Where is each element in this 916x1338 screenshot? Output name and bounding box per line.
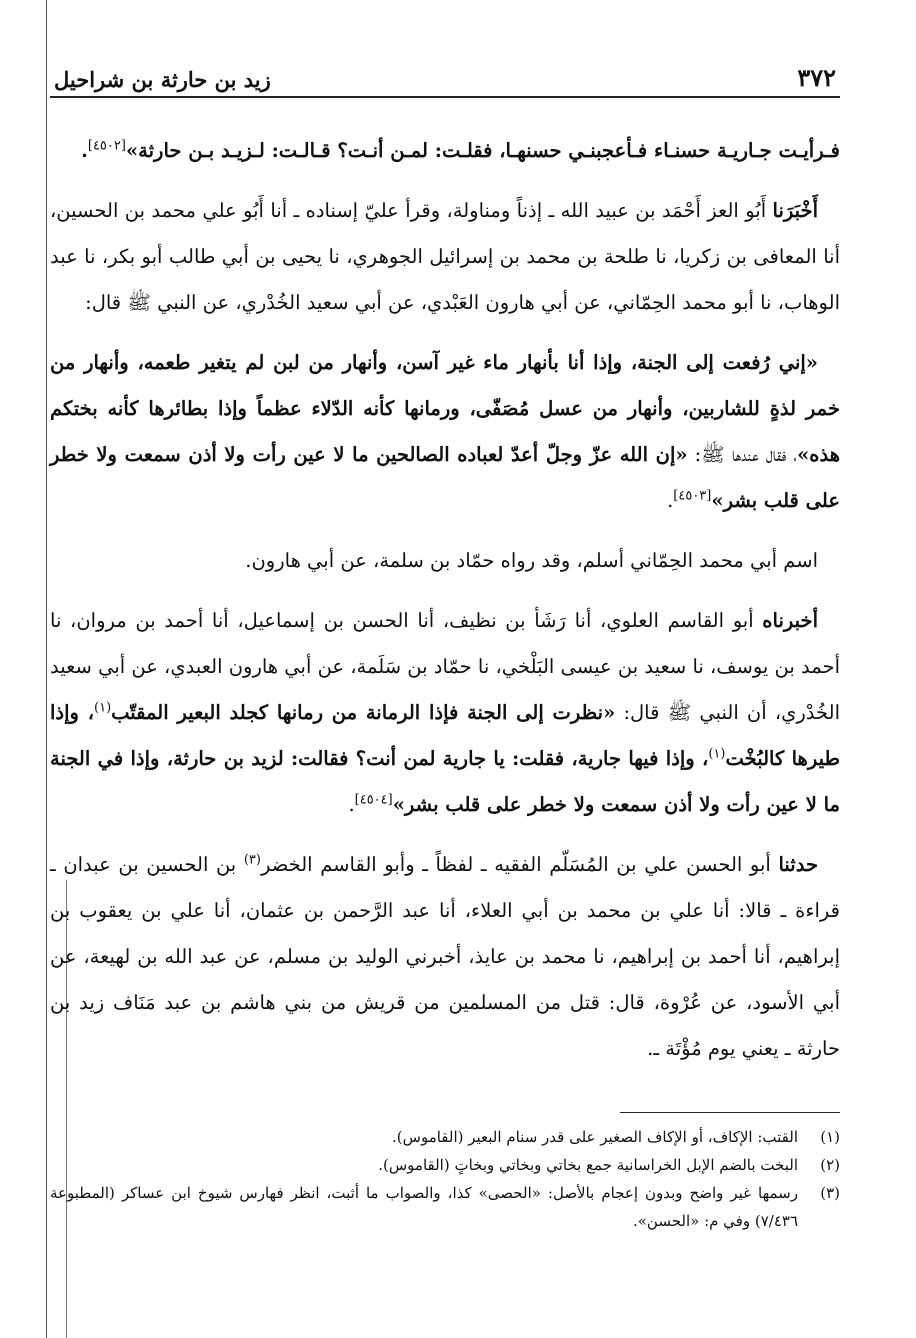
isnad-lead-word: أَخْبَرَنا <box>772 199 818 222</box>
isnad-lead-word-3: حدثنا <box>778 853 818 876</box>
footnote-number: (١) <box>820 1128 840 1146</box>
footnote-text: رسمها غير واضح وبدون إعجام بالأصل: «الحصى» كذا، والصواب ما أثبت، انظر فهارس شيوخ ابن عساكر (المطبوعة ٧/٤٣٦) وفي م: «الحسن». <box>50 1184 798 1230</box>
footnote-marker-2: (١) <box>708 746 726 762</box>
footnote-number: (٢) <box>820 1156 840 1174</box>
hadith-ref-4504: [٤٥٠٤] <box>354 792 393 808</box>
hadith-text-3: «نظرت إلى الجنة فإذا الرمانة من رمانها كجلد البعير المقتّب <box>111 701 616 724</box>
paragraph-5-text: أبو القاسم العلوي، أنا رَشَأ بن نظيف، أنا الحسن بن إسماعيل، أنا أحمد بن مروان، نا أحمد بن يوسف، نا سعيد بن عيسى البَلْخي، نا حمّاد بن سَلَمة، عن أبي هارون العبدي، عن أبي سعيد الخُدْري، أن النبي ﷺ قال: <box>50 609 840 724</box>
paragraph-6 <box>50 842 840 1072</box>
paragraph-1-text: فـرأيـت جـاريـة حسنـاء فـأعجبنـي حسنهـا، فقلـت: لمـن أنـت؟ قـالـت: لـزيـد بـن حارثة» <box>125 139 840 162</box>
footnote-text: البخت بالضم الإبل الخراسانية جمع بخاتي وبخاتي وبخاتٍ (القاموس). <box>378 1156 798 1174</box>
hadith-text-4: ، وإذا طيرها كالبُخْت <box>50 701 840 770</box>
isnad-lead-word-2: أخبرناه <box>762 609 818 632</box>
paragraph-1-tail: . <box>81 139 88 162</box>
hadith-ref-4503: [٤٥٠٣] <box>673 488 712 504</box>
paragraph-4 <box>50 538 840 584</box>
footnote-1 <box>50 1123 840 1151</box>
paragraph-3-connector: ، فقال عندها ﷺ: <box>687 443 798 466</box>
page-number: ٣٧٢ <box>797 63 836 92</box>
hadith-ref-4502: [٤٥٠٢] <box>87 138 126 154</box>
paragraph-3 <box>50 340 840 524</box>
paragraph-2 <box>50 188 840 326</box>
footnote-3 <box>50 1179 840 1235</box>
paragraph-5 <box>50 598 840 828</box>
scan-edge-line <box>46 0 47 1338</box>
footnote-marker-1: (١) <box>94 700 112 716</box>
main-text <box>50 128 840 1072</box>
paragraph-4-text: اسم أبي محمد الحِمّاني أسلم، وقد رواه حمّاد بن سلمة، عن أبي هارون. <box>245 549 818 572</box>
footnote-text: القتب: الإكاف، أو الإكاف الصغير على قدر سنام البعير (القاموس). <box>392 1128 798 1146</box>
page-header <box>50 56 840 98</box>
running-title: زيد بن حارثة بن شراحيل <box>54 67 271 92</box>
footnote-2 <box>50 1151 840 1179</box>
book-page <box>50 56 840 1235</box>
paragraph-5-tail: . <box>348 793 355 816</box>
footnote-separator <box>620 1112 840 1113</box>
hadith-text-1: «إني رُفعت إلى الجنة، وإذا أنا بأنهار ماء غير آسن، وأنهار من لبن لم يتغير طعمه، وأنهار من خمر لذةٍ للشاربين، وأنهار من عسل مُصَفّى، ورمانها كأنه الدّلاء عظماً وإذا بطائرها كأنه بختكم هذه» <box>50 351 841 466</box>
paragraph-3-tail: . <box>667 489 674 512</box>
paragraph-6-text-a: أبو الحسن علي بن المُسَلّم الفقيه ـ لفظاً ـ وأبو القاسم الخضر <box>260 853 779 876</box>
paragraph-1 <box>50 128 840 174</box>
hadith-text-5: ، وإذا فيها جارية، فقلت: يا جارية لمن أنت؟ فقالت: لزيد بن حارثة، وإذا في الجنة ما لا عين رأت ولا أذن سمعت ولا خطر على قلب بشر» <box>50 747 840 816</box>
paragraph-6-text-b: بن الحسين بن عبدان ـ قراءة ـ قالا: أنا علي بن محمد بن أبي العلاء، أنا عبد الرَّحمن بن عثمان، أنا علي بن يعقوب بن إبراهيم، أنا أحمد بن إبراهيم، نا محمد بن عايذ، أخبرني الوليد بن مسلم، عن عبد الله بن لهيعة، عن أبي الأسود، عن عُرْوة، قال: قتل من المسلمين من قريش من بني هاشم بن عبد مَنَاف زيد بن حارثة ـ يعني يوم مُؤْتَة ـ. <box>50 853 840 1060</box>
hadith-text-2: «إن الله عزّ وجلّ أعدّ لعباده الصالحين ما لا عين رأت ولا أذن سمعت ولا خطر على قلب بشر» <box>50 443 840 512</box>
footnotes <box>50 1123 840 1235</box>
footnote-number: (٣) <box>820 1184 840 1202</box>
paragraph-2-text: أَبُو العز أَحْمَد بن عبيد الله ـ إذناً ومناولة، وقرأ عليّ إسناده ـ أنا أَبُو علي محمد بن الحسين، أنا المعافى بن زكريا، نا طلحة بن محمد بن إسرائيل الجوهري، نا يحيى بن أبي طالب أبو بكر، نا عبد الوهاب، نا أبو محمد الحِمّاني، عن أبي هارون العَبْدي، عن أبي سعيد الخُدْري، عن النبي ﷺ قال: <box>50 199 840 314</box>
footnote-marker-3: (٣) <box>243 852 261 868</box>
